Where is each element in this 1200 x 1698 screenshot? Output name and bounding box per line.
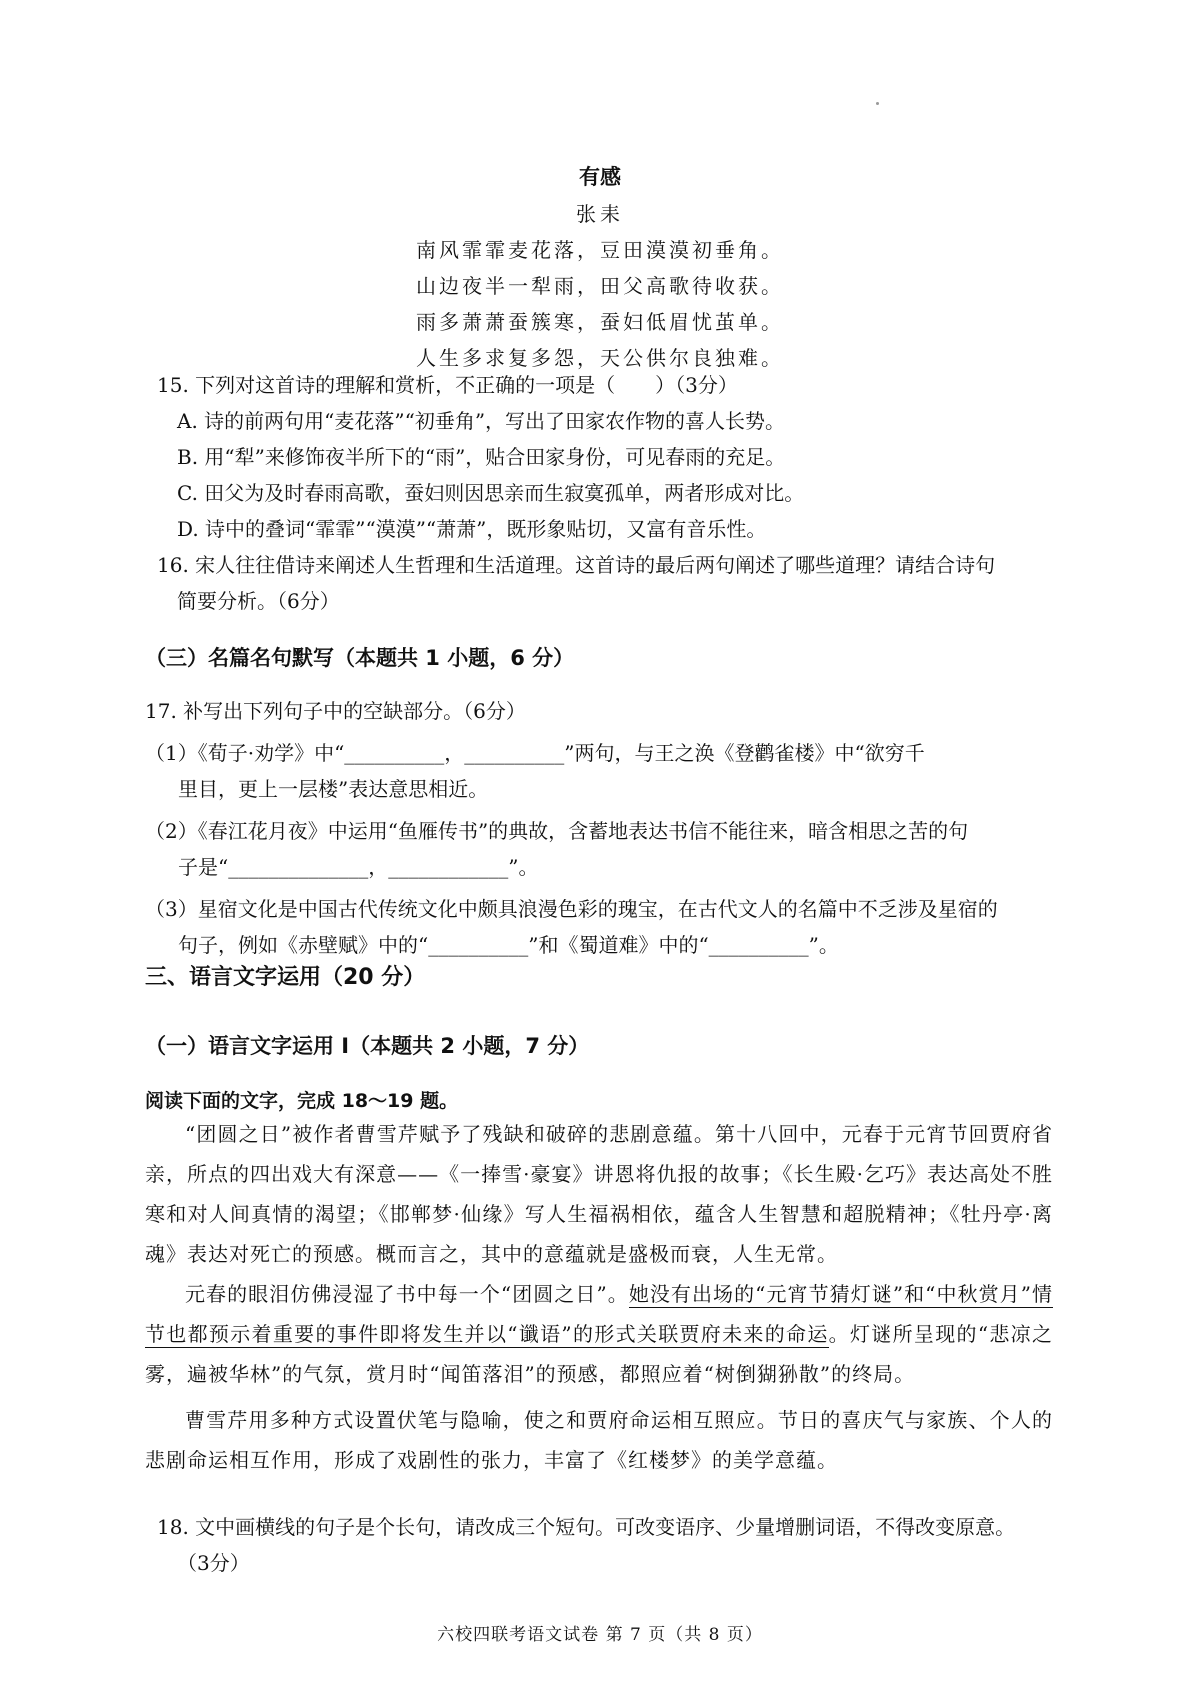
part-3-title: 三、语言文字运用（20 分）: [145, 965, 426, 990]
question-17-item-3: （3）星宿文化是中国古代传统文化中颇具浪漫色彩的瑰宝，在古代文人的名篇中不乏涉及星宿的: [145, 897, 998, 921]
poem-line: 南风霏霏麦花落，豆田漠漠初垂角。: [416, 238, 784, 262]
underlined-sentence: 她没有出场的“元宵节猜灯谜”和“中秋赏月”情节也都预示着重要的事件即将发生并以“谶语”的形式关联贾府未来的命运: [145, 1282, 1054, 1346]
question-18: [157, 1509, 1057, 1581]
passage-text: 元春的眼泪仿佛浸湿了书中每一个“团圆之日”。: [185, 1282, 629, 1306]
section-heading-recitation: （三）名篇名句默写（本题共 1 小题，6 分）: [145, 646, 575, 670]
reading-passage: [145, 1114, 1053, 1480]
question-15-option-b: B. 用“犁”来修饰夜半所下的“雨”，贴合田家身份，可见春雨的充足。: [177, 445, 786, 469]
question-17-stem: 17. 补写出下列句子中的空缺部分。（6分）: [145, 699, 526, 723]
question-17-item-3: 句子，例如《赤壁赋》中的“__________”和《蜀道难》中的“__________”。: [178, 933, 839, 957]
question-15-option-a: A. 诗的前两句用“麦花落”“初垂角”，写出了田家农作物的喜人长势。: [177, 409, 786, 433]
section-heading-language-use: （一）语言文字运用 Ⅰ（本题共 2 小题，7 分）: [145, 1034, 590, 1058]
passage-text: 。灯谜所呈现的“悲凉之雾，遍被华林”的气氛，赏月时“闻笛落泪”的预感，都照应着“树倒猢狲散”的终局。: [145, 1322, 1053, 1386]
question-17-item-1: 里目，更上一层楼”表达意思相近。: [178, 777, 489, 801]
poem-author: 张耒: [576, 202, 624, 226]
reading-instruction: 阅读下面的文字，完成 18～19 题。: [145, 1090, 459, 1112]
question-17: [145, 693, 1045, 963]
question-18-line: 18. 文中画横线的句子是个长句，请改成三个短句。可改变语序、少量增删词语，不得改变原意。: [157, 1515, 1016, 1539]
question-15-option-d: D. 诗中的叠词“霏霏”“漠漠”“萧萧”，既形象贴切，又富有音乐性。: [177, 517, 767, 541]
question-16-line: 16. 宋人往往借诗来阐述人生哲理和生活道理。这首诗的最后两句阐述了哪些道理？请结合诗句: [157, 553, 996, 577]
question-15: [157, 367, 1057, 547]
poem-block: [0, 158, 1200, 376]
scan-speck: [876, 102, 879, 105]
passage-paragraph: 曹雪芹用多种方式设置伏笔与隐喻，使之和贾府命运相互照应。节日的喜庆气与家族、个人的悲剧命运相互作用，形成了戏剧性的张力，丰富了《红楼梦》的美学意蕴。: [145, 1408, 1053, 1472]
question-15-option-c: C. 田父为及时春雨高歌，蚕妇则因思亲而生寂寞孤单，两者形成对比。: [177, 481, 805, 505]
page-footer: 六校四联考语文试卷 第 7 页（共 8 页）: [437, 1625, 763, 1645]
poem-title: 有感: [579, 165, 621, 189]
passage-paragraph: “团圆之日”被作者曹雪芹赋予了残缺和破碎的悲剧意蕴。第十八回中，元春于元宵节回贾府省亲，所点的四出戏大有深意——《一捧雪·豪宴》讲恩将仇报的故事；《长生殿·乞巧》表达高处不胜寒和对人间真情的渴望；《邯郸梦·仙缘》写人生福祸相依，蕴含人生智慧和超脱精神；《牡丹亭·离魂》表达对死亡的预感。概而言之，其中的意蕴就是盛极而衰，人生无常。: [145, 1122, 1053, 1266]
question-17-item-2: 子是“______________，____________”。: [178, 855, 539, 879]
poem-line: 雨多萧萧蚕簇寒，蚕妇低眉忧茧单。: [416, 310, 784, 334]
poem-line: 人生多求复多怨，天公供尔良独难。: [416, 346, 784, 370]
passage-paragraph: [145, 1274, 1053, 1394]
question-16-line: 简要分析。（6分）: [177, 589, 340, 613]
question-15-stem: 15. 下列对这首诗的理解和赏析，不正确的一项是（ ）（3分）: [157, 373, 738, 397]
poem-line: 山边夜半一犁雨，田父高歌待收获。: [416, 274, 784, 298]
question-17-item-1: （1）《荀子·劝学》中“__________，__________”两句，与王之涣《登鹳雀楼》中“欲穷千: [145, 741, 925, 765]
question-18-line: （3分）: [177, 1551, 250, 1575]
question-17-item-2: （2）《春江花月夜》中运用“鱼雁传书”的典故，含蓄地表达书信不能往来，暗含相思之苦的句: [145, 819, 969, 843]
question-16: [157, 547, 1057, 619]
